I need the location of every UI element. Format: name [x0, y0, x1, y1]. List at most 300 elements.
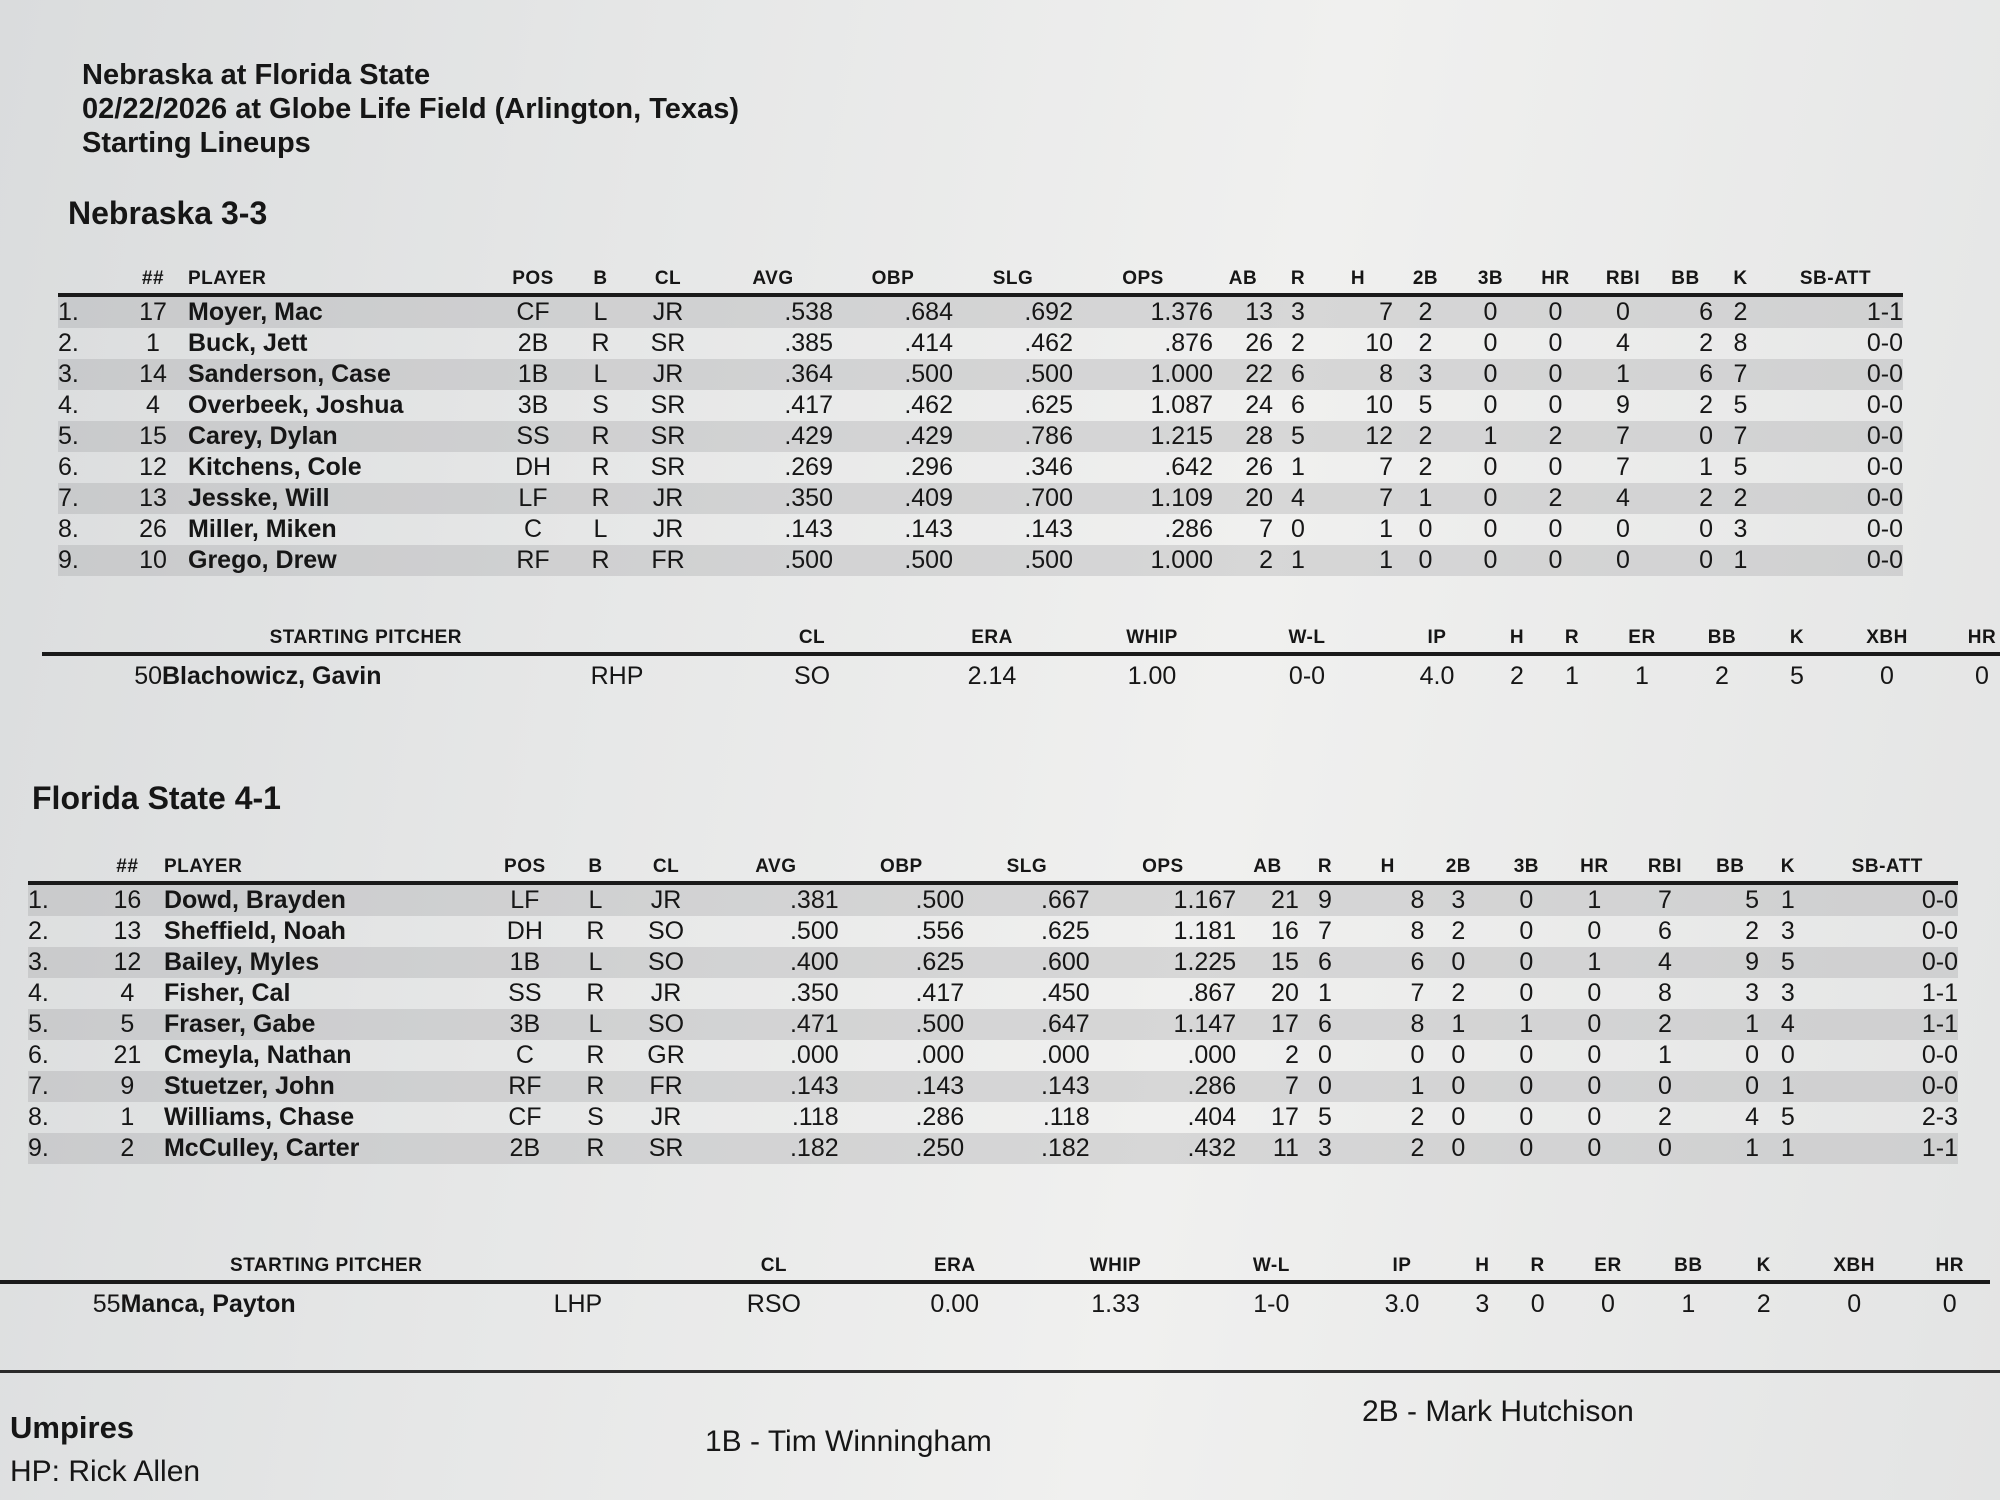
table-cell: .462: [1024, 329, 1073, 357]
table-cell: 2: [1745, 917, 1760, 945]
table-cell: 5.: [28, 1009, 91, 1040]
table-cell: 1: [1379, 515, 1393, 543]
table-cell: 0-0: [1866, 515, 1903, 543]
table-cell: 2: [1713, 295, 1768, 328]
table-cell: 1.000: [1073, 359, 1213, 390]
table-cell: .118: [1042, 1103, 1090, 1131]
header-cell: R: [1542, 627, 1602, 654]
header-row: [28, 856, 1958, 883]
table-cell: .286: [915, 1103, 965, 1131]
game-date-venue: 02/22/2026 at Globe Life Field (Arlington, Texas): [82, 93, 739, 125]
table-cell: 15: [1236, 947, 1299, 978]
table-cell: 1.147: [1090, 1009, 1236, 1040]
table-cell: .500: [953, 545, 1073, 576]
table-cell: 0: [1702, 1071, 1760, 1102]
player-name: Overbeek, Joshua: [188, 391, 404, 419]
table-row: [58, 452, 1903, 483]
nebraska-pitching-table: [42, 627, 2000, 696]
table-cell: 9: [91, 1071, 164, 1102]
header-cell: CL: [623, 268, 713, 295]
table-cell: .000: [915, 1041, 965, 1069]
player-name: Fisher, Cal: [163, 979, 291, 1007]
table-cell: 1: [1713, 545, 1768, 576]
table-row: [58, 390, 1903, 421]
table-cell: SO: [619, 1009, 713, 1040]
header-cell: H: [1351, 856, 1424, 883]
table-cell: 26: [139, 515, 167, 543]
table-cell: .182: [713, 1133, 839, 1164]
table-cell: 0-0: [1768, 483, 1903, 514]
player-name: Dowd, Brayden: [164, 883, 478, 916]
header-cell: CL: [712, 627, 912, 654]
table-cell: 1.376: [1073, 295, 1213, 328]
table-cell: FR: [623, 545, 713, 576]
nebraska-batting-table: [58, 268, 1903, 576]
table-cell: .429: [833, 421, 953, 452]
table-cell: 3B: [517, 391, 549, 419]
table-cell: 7: [1323, 295, 1393, 328]
player-name: Cmeyla, Nathan: [163, 1041, 352, 1069]
table-cell: JR: [650, 1103, 682, 1131]
table-cell: 26: [1245, 453, 1273, 481]
table-cell: R: [586, 917, 605, 945]
table-cell: .667: [964, 883, 1090, 916]
table-cell: 0: [1745, 1041, 1760, 1069]
table-cell: 1.087: [1150, 391, 1213, 419]
table-cell: 2: [1213, 545, 1273, 576]
table-cell: 0: [1523, 359, 1588, 390]
table-cell: 3: [1780, 979, 1795, 1007]
header-row: [0, 1255, 1990, 1282]
table-cell: 0: [1548, 453, 1563, 481]
pitching-header: [42, 627, 2000, 654]
table-cell: 2: [1658, 483, 1713, 514]
table-cell: 2: [91, 1133, 164, 1164]
table-cell: 4: [1759, 1009, 1817, 1040]
table-cell: .296: [904, 453, 953, 481]
table-cell: .350: [789, 979, 839, 1007]
table-cell: 0: [1587, 1103, 1602, 1131]
header-cell: AVG: [713, 268, 833, 295]
table-row: [58, 514, 1903, 545]
table-cell: 0: [1410, 1041, 1425, 1069]
table-cell: .182: [964, 1133, 1090, 1164]
table-cell: 2: [1418, 453, 1433, 481]
table-row: [58, 421, 1903, 452]
table-cell: .625: [1041, 917, 1090, 945]
table-cell: 20: [1213, 483, 1273, 514]
table-cell: 0: [1451, 1041, 1466, 1069]
player-name: Stuetzer, John: [164, 1071, 478, 1102]
table-cell: 0: [1492, 1133, 1560, 1164]
table-cell: .000: [1041, 1041, 1090, 1069]
table-cell: JR: [623, 359, 713, 390]
table-cell: L: [593, 515, 608, 543]
header-row: [42, 627, 2000, 654]
header-cell: [522, 627, 712, 654]
player-name: Miller, Miken: [188, 515, 337, 543]
table-cell: 0: [1847, 1289, 1862, 1318]
table-cell: 1.181: [1173, 917, 1237, 945]
table-cell: JR: [623, 483, 713, 514]
table-cell: 2: [1351, 1133, 1424, 1164]
table-cell: GR: [647, 1041, 685, 1069]
table-cell: 0: [1548, 329, 1563, 357]
table-cell: .600: [964, 947, 1090, 978]
player-name: Bailey, Myles: [164, 947, 478, 978]
header-cell: B: [572, 856, 619, 883]
table-cell: RHP: [590, 661, 644, 690]
table-cell: 2: [1657, 1103, 1672, 1131]
table-row: [58, 483, 1903, 514]
table-cell: 5: [91, 1009, 164, 1040]
header-cell: ##: [118, 268, 188, 295]
table-cell: 0.00: [930, 1289, 980, 1318]
table-row: [28, 1102, 1958, 1133]
header-cell: AB: [1236, 856, 1299, 883]
table-cell: 12: [1323, 421, 1393, 452]
table-cell: 2: [1393, 295, 1458, 328]
table-cell: R: [591, 329, 610, 357]
table-cell: .500: [839, 1009, 965, 1040]
table-cell: 1: [1393, 483, 1458, 514]
table-cell: 1B: [488, 359, 578, 390]
table-cell: 0-0: [1288, 661, 1326, 690]
table-cell: LHP: [553, 1289, 603, 1318]
header-cell: STARTING PITCHER: [42, 627, 522, 654]
table-cell: 0: [1458, 483, 1523, 514]
table-cell: 3: [1393, 359, 1458, 390]
table-row: [28, 1040, 1958, 1071]
umpires-title: Umpires: [10, 1410, 135, 1445]
header-cell: OBP: [839, 856, 965, 883]
table-cell: 2: [1510, 661, 1524, 690]
matchup-title: Nebraska at Florida State: [82, 59, 431, 91]
table-cell: 8: [1323, 359, 1393, 390]
table-cell: 0: [1658, 421, 1713, 452]
table-cell: 0: [1424, 1071, 1492, 1102]
table-cell: JR: [619, 883, 713, 916]
table-row: [28, 978, 1958, 1009]
table-cell: 0: [1458, 295, 1523, 328]
header-cell: ERA: [912, 627, 1072, 654]
batting-header: [28, 856, 1958, 883]
table-cell: .500: [833, 359, 953, 390]
table-cell: 5: [1733, 391, 1748, 419]
table-cell: 21: [113, 1041, 142, 1069]
table-cell: .414: [904, 329, 953, 357]
table-cell: 0: [1942, 1289, 1957, 1318]
table-cell: 3: [1733, 515, 1748, 543]
player-name: Fraser, Gabe: [164, 1009, 478, 1040]
table-cell: 6.: [58, 453, 79, 481]
header-cell: PLAYER: [188, 268, 488, 295]
table-cell: DH: [506, 917, 543, 945]
table-cell: 1: [1424, 1009, 1492, 1040]
table-cell: 0-0: [1921, 917, 1958, 945]
header-cell: R: [1508, 1255, 1568, 1282]
table-cell: C: [523, 515, 543, 543]
table-cell: .250: [839, 1133, 965, 1164]
header-cell: IP: [1347, 1255, 1458, 1282]
table-cell: 26: [1245, 329, 1273, 357]
table-cell: .000: [1187, 1041, 1237, 1069]
table-cell: L: [572, 883, 619, 916]
umpire-1b: 1B - Tim Winningham: [705, 1425, 992, 1458]
table-cell: 0: [1483, 453, 1498, 481]
table-cell: 7: [1628, 883, 1701, 916]
table-cell: 1-0: [1253, 1289, 1290, 1318]
table-cell: 0-0: [1866, 391, 1903, 419]
table-cell: 9: [1702, 947, 1760, 978]
header-cell: STARTING PITCHER: [0, 1255, 482, 1282]
header-cell: H: [1323, 268, 1393, 295]
header-cell: WHIP: [1035, 1255, 1196, 1282]
table-cell: 0: [1492, 1071, 1560, 1102]
table-cell: R: [586, 979, 605, 1007]
header-cell: R: [1273, 268, 1323, 295]
table-cell: SO: [647, 917, 685, 945]
table-cell: 16: [91, 883, 164, 916]
table-cell: R: [591, 453, 610, 481]
table-cell: 0: [1424, 1133, 1492, 1164]
header-cell: XBH: [1799, 1255, 1910, 1282]
table-cell: .500: [839, 883, 965, 916]
player-name: Jesske, Will: [188, 483, 488, 514]
table-cell: 0: [1492, 947, 1560, 978]
table-cell: 2.: [28, 917, 49, 945]
table-cell: .700: [953, 483, 1073, 514]
table-cell: 3B: [478, 1009, 572, 1040]
table-cell: 1.215: [1073, 421, 1213, 452]
table-cell: .876: [1164, 329, 1213, 357]
table-cell: SR: [650, 453, 686, 481]
table-cell: 1: [1458, 421, 1523, 452]
table-row: [58, 328, 1903, 359]
table-cell: 55: [92, 1289, 121, 1318]
table-cell: 0: [1299, 1071, 1351, 1102]
table-cell: 1.109: [1073, 483, 1213, 514]
table-cell: 2: [1713, 483, 1768, 514]
table-cell: 1: [1291, 453, 1305, 481]
table-cell: 0-0: [1768, 545, 1903, 576]
header-cell: ER: [1568, 1255, 1648, 1282]
table-cell: 4: [1273, 483, 1323, 514]
table-cell: 2-3: [1921, 1103, 1958, 1131]
batting-header: [58, 268, 1903, 295]
table-cell: 10: [1365, 329, 1393, 357]
table-cell: 1: [1565, 661, 1579, 690]
player-name: Sanderson, Case: [188, 359, 488, 390]
table-cell: 2: [1451, 979, 1466, 1007]
table-cell: 1: [1318, 979, 1332, 1007]
table-cell: 6: [1273, 359, 1323, 390]
header-cell: POS: [478, 856, 572, 883]
table-cell: 9.: [28, 1133, 91, 1164]
table-cell: .625: [1024, 391, 1073, 419]
table-cell: 9: [1616, 391, 1630, 419]
table-cell: 2B: [517, 329, 549, 357]
table-cell: 6: [1299, 947, 1351, 978]
header-cell: SLG: [953, 268, 1073, 295]
florida-state-pitching-table: [0, 1255, 1990, 1324]
table-cell: 0-0: [1817, 947, 1958, 978]
table-cell: 0: [1588, 545, 1658, 576]
table-cell: 0: [1628, 1133, 1701, 1164]
table-cell: 2: [1523, 483, 1588, 514]
table-cell: 5: [1418, 391, 1433, 419]
table-cell: 1: [1560, 883, 1628, 916]
player-name: Buck, Jett: [188, 329, 308, 357]
table-cell: 3.0: [1384, 1289, 1420, 1318]
table-cell: 0: [1560, 1133, 1628, 1164]
table-cell: 0: [1588, 295, 1658, 328]
section-title: Starting Lineups: [82, 127, 311, 159]
table-cell: 0: [1492, 883, 1560, 916]
table-cell: 2: [1699, 391, 1713, 419]
table-cell: 5: [1273, 421, 1323, 452]
table-cell: 2: [1699, 329, 1713, 357]
table-row: [58, 545, 1903, 576]
table-cell: 0-0: [1866, 329, 1903, 357]
table-cell: 2: [1291, 329, 1305, 357]
table-cell: .364: [713, 359, 833, 390]
table-cell: 8: [1733, 329, 1748, 357]
table-cell: 7.: [28, 1071, 91, 1102]
table-cell: 1: [1560, 947, 1628, 978]
table-cell: L: [572, 1009, 619, 1040]
header-cell: 2B: [1393, 268, 1458, 295]
table-cell: 6: [1291, 391, 1305, 419]
pitcher-row: [42, 654, 2000, 696]
table-cell: 0: [1530, 1289, 1545, 1318]
table-cell: SO: [793, 661, 831, 690]
table-cell: RF: [488, 545, 578, 576]
table-cell: SS: [488, 421, 578, 452]
table-cell: 14: [118, 359, 188, 390]
header-cell: ##: [91, 856, 164, 883]
table-cell: 0: [1418, 515, 1433, 543]
table-cell: 9: [1299, 883, 1351, 916]
table-cell: .692: [953, 295, 1073, 328]
table-cell: 3: [1299, 1133, 1351, 1164]
table-row: [28, 916, 1958, 947]
table-cell: SR: [650, 329, 686, 357]
header-cell: BB: [1658, 268, 1713, 295]
header-cell: OPS: [1073, 268, 1213, 295]
umpire-hp: HP: Rick Allen: [10, 1455, 201, 1488]
table-cell: 2: [1715, 661, 1729, 690]
table-cell: 1: [1635, 661, 1649, 690]
header-cell: R: [1299, 856, 1351, 883]
table-row: [28, 1133, 1958, 1164]
table-cell: 0: [1548, 515, 1563, 543]
header-cell: H: [1457, 1255, 1507, 1282]
table-cell: 3.: [28, 947, 91, 978]
table-cell: .500: [833, 545, 953, 576]
table-cell: 4: [146, 391, 160, 419]
table-cell: 0: [1483, 391, 1498, 419]
table-cell: 5: [1318, 1103, 1332, 1131]
florida-state-batting-table: [28, 856, 1958, 1164]
table-cell: 1: [120, 1103, 135, 1131]
table-cell: 0: [1523, 295, 1588, 328]
table-cell: 0-0: [1817, 883, 1958, 916]
table-cell: 1: [1702, 1009, 1760, 1040]
table-cell: LF: [488, 483, 578, 514]
table-cell: .471: [713, 1009, 839, 1040]
table-cell: 4: [1616, 329, 1630, 357]
table-cell: 16: [1271, 917, 1299, 945]
table-cell: 6: [1299, 1009, 1351, 1040]
table-cell: 3: [1745, 979, 1760, 1007]
table-cell: 7: [1318, 917, 1332, 945]
table-cell: 2: [1451, 917, 1466, 945]
header-cell: PLAYER: [164, 856, 478, 883]
header-cell: OBP: [833, 268, 953, 295]
table-cell: R: [572, 1071, 619, 1102]
table-cell: 0: [1458, 545, 1523, 576]
table-cell: 2: [1756, 1289, 1771, 1318]
header-cell: POS: [488, 268, 578, 295]
table-cell: 0: [1587, 917, 1602, 945]
table-cell: .867: [1187, 979, 1237, 1007]
table-cell: 6: [1658, 359, 1713, 390]
table-cell: 8: [1351, 1009, 1424, 1040]
table-cell: 0-0: [1921, 1041, 1958, 1069]
player-name: Williams, Chase: [163, 1103, 355, 1131]
table-cell: .143: [784, 515, 833, 543]
table-cell: .500: [789, 917, 839, 945]
table-cell: 5: [1780, 1103, 1795, 1131]
team-title-florida-state: Florida State 4-1: [32, 780, 281, 816]
table-cell: 28: [1213, 421, 1273, 452]
header-cell: [58, 268, 118, 295]
table-cell: 4.: [28, 979, 49, 1007]
table-cell: 5: [1702, 883, 1760, 916]
header-cell: 3B: [1492, 856, 1560, 883]
table-cell: 0: [1560, 1071, 1628, 1102]
header-cell: SB-ATT: [1817, 856, 1958, 883]
table-cell: 11: [1236, 1133, 1299, 1164]
table-cell: .400: [713, 947, 839, 978]
header-cell: BB: [1648, 1255, 1728, 1282]
header-cell: B: [578, 268, 623, 295]
table-cell: L: [578, 359, 623, 390]
player-name: Sheffield, Noah: [163, 917, 346, 945]
umpire-2b: 2B - Mark Hutchison: [1362, 1395, 1634, 1428]
table-cell: 1.000: [1073, 545, 1213, 576]
header-cell: HR: [1523, 268, 1588, 295]
table-cell: L: [578, 295, 623, 328]
table-cell: .143: [1024, 515, 1073, 543]
header-cell: CL: [619, 856, 713, 883]
table-cell: 1: [146, 329, 160, 357]
table-cell: .556: [915, 917, 965, 945]
table-cell: 8: [1410, 917, 1425, 945]
table-cell: 5: [1733, 453, 1748, 481]
header-cell: K: [1759, 856, 1817, 883]
table-cell: 15: [118, 421, 188, 452]
header-row: [58, 268, 1903, 295]
header-cell: CL: [673, 1255, 874, 1282]
table-cell: 1: [1681, 1289, 1696, 1318]
table-cell: RSO: [746, 1289, 801, 1318]
table-row: [28, 883, 1958, 916]
header-cell: BB: [1702, 856, 1760, 883]
table-cell: 1.225: [1090, 947, 1236, 978]
table-cell: .625: [839, 947, 965, 978]
